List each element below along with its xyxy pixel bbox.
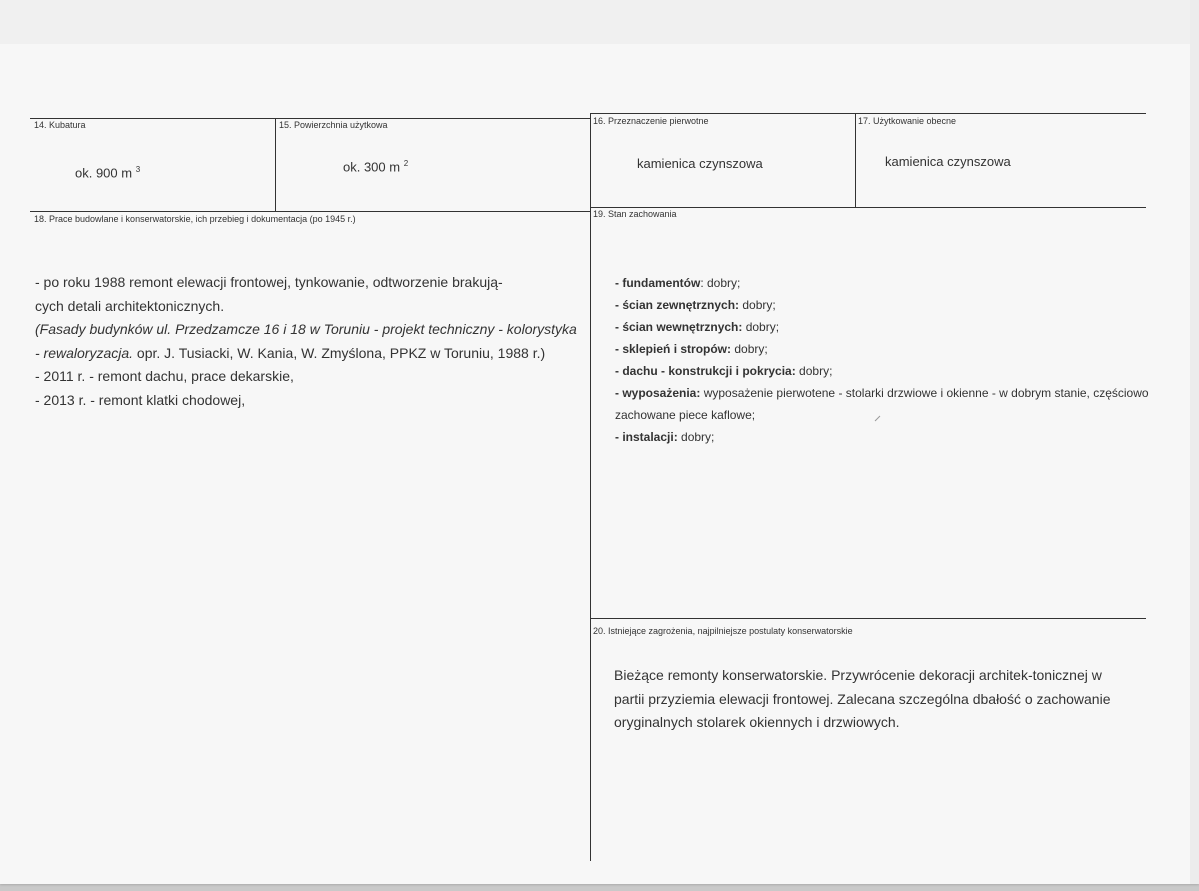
- prace-citation-rest: opr. J. Tusiacki, W. Kania, W. Zmyślona, PPKZ w Toruniu, 1988 r.): [133, 344, 546, 361]
- stan-item-term: - wyposażenia:: [615, 386, 701, 400]
- stan-content: [615, 272, 1175, 448]
- label-powierzchnia: 15. Powierzchnia użytkowa: [279, 120, 388, 130]
- zagrozenia-text: Bieżące remonty konserwatorskie. Przywrócenie dekoracji architek-tonicznej w partii przyziemia elewacji frontowej. Zalecana szczególna dbałość o zachowanie oryginalnych stolarek okiennych i drzwiowych.: [614, 667, 1111, 730]
- stan-item-term: - sklepień i stropów:: [615, 342, 732, 356]
- label-uzytkowanie: 17. Użytkowanie obecne: [858, 116, 957, 126]
- value-przeznaczenie: kamienica czynszowa: [637, 156, 763, 171]
- stan-item-desc: dobry;: [731, 342, 768, 356]
- stan-item: [615, 338, 1175, 360]
- right-margin: [1190, 0, 1199, 884]
- rule-row3: [590, 618, 1146, 619]
- stan-item-desc: wyposażenie pierwotene - stolarki drzwiowe i okienne - w dobrym stanie, częściowo zachowane piece kaflowe;: [615, 386, 1149, 422]
- stan-item: [615, 360, 1175, 382]
- label-przeznaczenie: 16. Przeznaczenie pierwotne: [593, 116, 709, 126]
- value-powierzchnia-text: ok. 300 m: [343, 159, 401, 175]
- prace-line-1: - po roku 1988 remont elewacji frontowej, tynkowanie, odtworzenie brakują-: [35, 274, 503, 290]
- prace-line-2011: - 2011 r. - remont dachu, prace dekarskie,: [35, 368, 294, 384]
- rule-top: [30, 118, 590, 119]
- value-kubatura-exponent: 3: [135, 165, 141, 174]
- value-kubatura: [75, 162, 140, 181]
- rule-top-right: [590, 113, 1146, 114]
- value-powierzchnia-exponent: 2: [403, 159, 409, 168]
- col-divider-2: [590, 113, 591, 861]
- stan-item: [615, 426, 1175, 448]
- label-stan: 19. Stan zachowania: [593, 209, 677, 219]
- rule-row2-right: [590, 207, 1146, 208]
- stan-item: [615, 382, 1175, 426]
- col-divider-1: [275, 118, 276, 211]
- prace-citation: [35, 318, 580, 365]
- stan-item-desc: dobry;: [677, 430, 715, 444]
- stan-item-desc: dobry;: [739, 298, 776, 312]
- rule-row2-left: [30, 211, 590, 212]
- label-kubatura: 14. Kubatura: [34, 120, 86, 130]
- stan-item-desc: dobry;: [742, 320, 780, 334]
- prace-line-2: cych detali architektonicznych.: [35, 297, 225, 314]
- stan-item-term: - fundamentów: [615, 276, 701, 290]
- prace-content: [35, 271, 580, 412]
- stan-item-desc: dobry;: [795, 364, 833, 378]
- prace-citation-italic: (Fasady budynków ul. Przedzamcze 16 i 18 w Toruniu - projekt techniczny - kolorystyka - rewaloryzacja.: [35, 321, 577, 361]
- value-kubatura-text: ok. 900 m: [75, 165, 133, 181]
- label-prace: 18. Prace budowlane i konserwatorskie, ich przebieg i dokumentacja (po 1945 r.): [34, 214, 356, 224]
- value-powierzchnia: [343, 156, 408, 175]
- stan-item: [615, 316, 1175, 338]
- col-divider-3: [855, 113, 856, 207]
- top-margin: [0, 0, 1199, 44]
- stan-item-term: - instalacji:: [615, 430, 678, 444]
- stan-item: [615, 294, 1175, 316]
- prace-line-2013: - 2013 r. - remont klatki chodowej,: [35, 391, 246, 408]
- stan-item-term: - ścian zewnętrznych:: [615, 298, 740, 312]
- stan-item: [615, 272, 1175, 294]
- label-zagrozenia: 20. Istniejące zagrożenia, najpilniejsze postulaty konserwatorskie: [593, 626, 853, 636]
- stan-item-desc: : dobry;: [700, 276, 741, 290]
- value-uzytkowanie: kamienica czynszowa: [885, 154, 1011, 169]
- stan-item-term: - ścian wewnętrznych:: [615, 320, 743, 334]
- stan-item-term: - dachu - konstrukcji i pokrycia:: [615, 364, 796, 378]
